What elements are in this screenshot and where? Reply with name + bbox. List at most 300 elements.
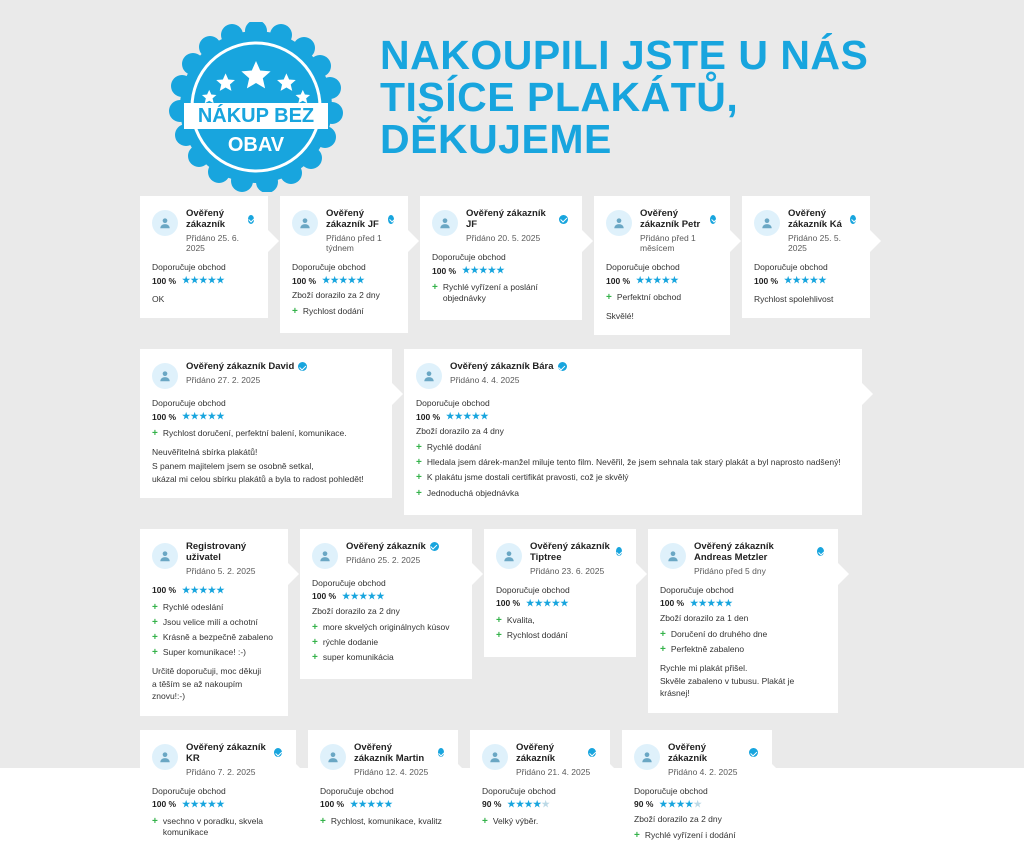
review-date: Přidáno 25. 5. 2025: [788, 233, 841, 253]
verified-badge-icon: [298, 362, 307, 371]
review-header: [292, 208, 394, 253]
verified-badge-icon: [710, 215, 716, 224]
review-text: [152, 665, 274, 703]
reviewer-name: Ověřený zákazník JF: [466, 208, 546, 230]
review-date: Přidáno 5. 2. 2025: [186, 565, 256, 576]
review-card[interactable]: [300, 529, 472, 679]
badge-line-2: OBAV: [227, 134, 285, 156]
reviewer-name: Ověřený zákazník Petr: [640, 208, 701, 230]
review-card[interactable]: [420, 196, 582, 320]
review-card[interactable]: [484, 529, 636, 657]
score-percent: 100 %: [312, 591, 337, 602]
user-icon: [488, 750, 502, 764]
reviewer-name: Ověřený zákazník Ká: [788, 208, 842, 230]
plus-icon: +: [152, 601, 158, 613]
recommends-label: Doporučuje obchod: [496, 584, 570, 595]
pro-text: Rychlé dodání: [426, 442, 482, 453]
plus-icon: +: [152, 428, 158, 440]
user-icon: [326, 750, 340, 764]
star-rating-icon: ★★★★★: [784, 275, 827, 285]
pros-list: [152, 602, 274, 658]
review-text: [660, 662, 824, 700]
review-header: [432, 208, 568, 243]
score-row: [606, 275, 716, 286]
star-rating-icon: ★★★★★: [462, 265, 505, 275]
review-text-line: Neuvěřitelná sbírka plakátů!: [152, 447, 258, 458]
reviewer-name-row: [694, 541, 824, 563]
pro-item: [634, 830, 758, 841]
reviewer-name-row: [326, 208, 394, 230]
score-percent: 100 %: [152, 411, 177, 422]
user-icon: [640, 750, 654, 764]
review-text: [152, 293, 254, 305]
pro-item: [152, 647, 274, 658]
review-body: [496, 585, 622, 641]
pro-item: [660, 644, 824, 655]
reviewer-name: Registrovaný uživatel: [186, 540, 247, 563]
reviewer-name-row: [668, 742, 758, 764]
avatar: [292, 210, 318, 236]
reviewer-name-row: [640, 208, 716, 230]
delivery-time: Zboží dorazilo za 2 dny: [634, 813, 722, 824]
review-card[interactable]: [140, 196, 268, 318]
review-body: [660, 585, 824, 700]
user-icon: [158, 549, 172, 563]
delivery-time: Zboží dorazilo za 4 dny: [416, 426, 504, 437]
review-header: [320, 742, 444, 777]
pro-item: [312, 637, 458, 648]
review-text-line: OK: [152, 294, 165, 304]
pro-item: [432, 282, 568, 304]
pro-item: [152, 428, 378, 439]
pro-text: Perfektně zabaleno: [670, 643, 745, 654]
review-date: Přidáno 12. 4. 2025: [354, 766, 429, 777]
review-header: [496, 541, 622, 576]
review-text-line: Určitě doporučuji, moc děkuji: [152, 665, 262, 676]
review-card[interactable]: [280, 196, 408, 333]
pro-text: Jsou velice milí a ochotní: [162, 616, 258, 627]
review-body: [152, 585, 274, 703]
plus-icon: +: [416, 472, 422, 484]
avatar: [606, 210, 632, 236]
user-icon: [158, 216, 172, 230]
plus-icon: +: [312, 621, 318, 633]
recommends-label: Doporučuje obchod: [292, 262, 366, 272]
reviewer-name: Ověřený zákazník JF: [326, 208, 379, 230]
review-card[interactable]: [140, 730, 296, 854]
reviewer-name: Ověřený zákazník Bára: [450, 361, 554, 373]
review-header: [660, 541, 824, 576]
pro-item: [416, 442, 848, 453]
page-title: [380, 32, 869, 162]
verified-badge-icon: [616, 547, 622, 556]
review-text-line: Skvělé!: [606, 311, 634, 322]
badge-line-1: NÁKUP BEZ: [197, 105, 315, 127]
recommends-label: Doporučuje obchod: [634, 785, 708, 796]
score-percent: 100 %: [152, 275, 177, 286]
pro-text: Velký výběr.: [492, 815, 539, 826]
review-row: [140, 349, 884, 514]
review-date: Přidáno 20. 5. 2025: [466, 233, 541, 243]
pros-list: [312, 622, 458, 663]
user-icon: [158, 369, 172, 383]
score-percent: 100 %: [292, 275, 317, 286]
score-row: [152, 585, 274, 596]
reviewer-name: Ověřený zákazník KR: [186, 741, 266, 764]
reviewer-name-row: [530, 541, 622, 563]
recommends-label: Doporučuje obchod: [606, 262, 680, 272]
score-row: [320, 799, 444, 810]
delivery-time: Zboží dorazilo za 1 den: [660, 612, 749, 623]
pro-text: Rychlé vyřízení i dodání: [644, 829, 736, 840]
pros-list: [292, 306, 394, 317]
review-text-line: Skvěle zabaleno v tubusu. Plakát je krásnej!: [660, 675, 795, 699]
avatar: [152, 543, 178, 569]
score-row: [432, 265, 568, 276]
pro-item: [152, 602, 274, 613]
reviewer-name-row: [354, 742, 444, 764]
score-percent: 100 %: [660, 598, 685, 609]
review-date: Přidáno 21. 4. 2025: [516, 766, 591, 777]
reviewer-name-row: [346, 541, 439, 552]
review-body: [634, 786, 758, 841]
pros-list: [606, 292, 716, 303]
pro-text: Kvalita,: [506, 614, 535, 625]
review-date: Přidáno 25. 2. 2025: [346, 554, 421, 565]
review-card[interactable]: [404, 349, 862, 514]
recommends-label: Doporučuje obchod: [152, 785, 226, 796]
review-text: [754, 293, 856, 305]
recommends-label: Doporučuje obchod: [152, 398, 226, 409]
score-row: [292, 275, 394, 286]
pro-item: [152, 632, 274, 643]
review-date: Přidáno 27. 2. 2025: [186, 375, 261, 386]
review-body: [416, 398, 848, 498]
score-percent: 100 %: [152, 799, 177, 810]
reviewer-name-row: [186, 361, 307, 372]
reviewer-name: Ověřený zákazník Tiptree: [530, 540, 610, 563]
review-header: [606, 208, 716, 253]
score-percent: 100 %: [606, 275, 631, 286]
verified-badge-icon: [850, 215, 856, 224]
star-rating-icon: ★★★★★: [182, 584, 225, 595]
review-card[interactable]: [308, 730, 458, 843]
recommends-label: Doporučuje obchod: [320, 785, 394, 796]
pro-item: [312, 652, 458, 663]
score-row: [754, 275, 856, 286]
avatar: [432, 210, 458, 236]
review-date: Přidáno 4. 4. 2025: [450, 375, 520, 386]
pros-list: [152, 816, 282, 838]
pro-text: Rychlé odeslání: [162, 601, 224, 612]
reviewer-name: Ověřený zákazník: [346, 540, 426, 552]
score-percent: 100 %: [416, 411, 441, 422]
pro-text: Super komunikace! :-): [162, 646, 246, 657]
reviewer-name: Ověřený zákazník: [516, 741, 556, 764]
verified-badge-icon: [274, 748, 282, 757]
review-header: [152, 361, 378, 389]
verified-badge-icon: [749, 748, 758, 757]
star-rating-icon: ★★★★★: [182, 411, 225, 422]
user-icon: [760, 216, 774, 230]
recommends-label: Doporučuje obchod: [432, 252, 506, 262]
review-header: [152, 742, 282, 777]
pro-item: [416, 472, 848, 483]
pro-text: vsechno v poradku, skvela komunikace: [162, 815, 264, 837]
pros-list: [432, 282, 568, 304]
score-percent: 90 %: [482, 799, 502, 810]
plus-icon: +: [660, 643, 666, 655]
avatar: [312, 543, 338, 569]
review-body: [754, 262, 856, 305]
reviewer-name-row: [186, 742, 282, 764]
review-body: [482, 786, 596, 827]
pro-item: [312, 622, 458, 633]
review-card[interactable]: [622, 730, 772, 857]
pro-text: more skvelých originálnych kúsov: [322, 621, 450, 632]
reviewer-name: Ověřený zákazník Andreas Metzler: [694, 540, 774, 563]
review-body: [320, 786, 444, 827]
pro-item: [152, 617, 274, 628]
headline-line-1: NAKOUPILI JSTE U NÁS: [380, 32, 869, 79]
plus-icon: +: [432, 282, 438, 293]
pros-list: [416, 442, 848, 498]
user-icon: [612, 216, 626, 230]
review-row: [140, 529, 884, 716]
plus-icon: +: [152, 646, 158, 658]
pro-text: Hledala jsem dárek-manžel miluje tento film. Nevěřil, že jsem sehnala tak starý plakát a byl naprosto nadšený!: [426, 457, 841, 468]
pro-text: Rychlost dodání: [506, 629, 568, 640]
star-rating-icon: ★★★★★: [350, 798, 393, 809]
score-row: [312, 591, 458, 602]
review-date: Přidáno před 1 týdnem: [326, 233, 382, 253]
user-icon: [298, 216, 312, 230]
reviewer-name-row: [186, 541, 274, 563]
review-text-line: S panem majitelem jsem se osobně setkal,: [152, 460, 314, 471]
score-row: [152, 799, 282, 810]
plus-icon: +: [496, 614, 502, 626]
review-card[interactable]: [648, 529, 838, 713]
review-header: [754, 208, 856, 253]
verified-badge-icon: [588, 748, 596, 757]
plus-icon: +: [634, 829, 640, 841]
review-date: Přidáno před 5 dny: [694, 565, 766, 576]
score-percent: 100 %: [432, 265, 457, 276]
score-row: [496, 598, 622, 609]
avatar: [152, 210, 178, 236]
recommends-label: Doporučuje obchod: [416, 398, 490, 409]
avatar: [754, 210, 780, 236]
review-header: [634, 742, 758, 777]
review-header: [416, 361, 848, 389]
avatar: [496, 543, 522, 569]
review-date: Přidáno 25. 6. 2025: [186, 233, 239, 253]
reviewer-name-row: [450, 361, 567, 372]
avatar: [660, 543, 686, 569]
review-header: [312, 541, 458, 569]
review-body: [292, 262, 394, 317]
pro-item: [482, 816, 596, 827]
verified-badge-icon: [430, 542, 439, 551]
pro-item: [416, 457, 848, 468]
review-row: [140, 196, 884, 335]
reviewer-name-row: [466, 208, 568, 230]
review-body: [152, 262, 254, 305]
plus-icon: +: [152, 616, 158, 628]
recommends-label: Doporučuje obchod: [754, 262, 828, 272]
avatar: [416, 363, 442, 389]
plus-icon: +: [312, 636, 318, 648]
nakup-bez-obav-badge: [160, 22, 352, 192]
review-body: [152, 398, 378, 485]
avatar: [482, 744, 508, 770]
pro-item: [496, 630, 622, 641]
review-body: [606, 262, 716, 322]
avatar: [634, 744, 660, 770]
pro-item: [416, 488, 848, 499]
plus-icon: +: [292, 306, 298, 317]
delivery-time: Zboží dorazilo za 2 dny: [312, 605, 400, 616]
review-body: [312, 578, 458, 663]
pros-list: [320, 816, 444, 827]
pro-item: [606, 292, 716, 303]
pros-list: [660, 629, 824, 655]
pro-item: [320, 816, 444, 827]
reviewer-name-row: [788, 208, 856, 230]
star-rating-icon: ★★★★★: [690, 597, 733, 608]
reviewer-name: Ověřený zákazník: [186, 208, 226, 230]
pro-item: [496, 615, 622, 626]
review-card[interactable]: [594, 196, 730, 335]
recommends-label: Doporučuje obchod: [312, 577, 386, 588]
plus-icon: +: [606, 292, 612, 303]
plus-icon: +: [660, 628, 666, 640]
pro-text: Rychlost, komunikace, kvalitz: [330, 815, 442, 826]
plus-icon: +: [152, 815, 158, 827]
score-percent: 100 %: [320, 799, 345, 810]
avatar: [152, 363, 178, 389]
review-header: [152, 208, 254, 253]
reviewer-name: Ověřený zákazník: [668, 741, 708, 764]
recommends-label: Doporučuje obchod: [152, 262, 226, 272]
score-row: [634, 799, 758, 810]
star-rating-icon: ★★★★★: [507, 798, 551, 809]
review-header: [482, 742, 596, 777]
review-card[interactable]: [742, 196, 870, 318]
verified-badge-icon: [817, 547, 824, 556]
badge-icon: [160, 22, 352, 192]
verified-badge-icon: [559, 215, 568, 224]
pro-text: Rychlost dodání: [302, 306, 364, 316]
score-row: [416, 411, 848, 422]
plus-icon: +: [416, 457, 422, 469]
star-rating-icon: ★★★★★: [182, 798, 225, 809]
verified-badge-icon: [558, 362, 567, 371]
user-icon: [502, 549, 516, 563]
pro-text: Rychlé vyřízení a poslání objednávky: [442, 282, 538, 304]
delivery-time: Zboží dorazilo za 2 dny: [292, 290, 380, 300]
pro-text: Perfektní obchod: [616, 292, 682, 302]
headline-line-3: DĚKUJEME: [380, 115, 612, 162]
plus-icon: +: [152, 631, 158, 643]
review-date: Přidáno 4. 2. 2025: [668, 766, 738, 777]
avatar: [152, 744, 178, 770]
score-percent: 100 %: [754, 275, 779, 286]
star-rating-icon: ★★★★★: [446, 411, 489, 422]
star-rating-icon: ★★★★★: [636, 275, 679, 285]
verified-badge-icon: [438, 748, 444, 757]
pro-text: super komunikácia: [322, 651, 394, 662]
review-date: Přidáno 7. 2. 2025: [186, 766, 256, 777]
star-rating-icon: ★★★★★: [659, 798, 703, 809]
verified-badge-icon: [248, 215, 254, 224]
headline-line-2: TISÍCE PLAKÁTŮ,: [380, 74, 739, 121]
star-rating-icon: ★★★★★: [342, 590, 385, 601]
score-percent: 100 %: [152, 585, 177, 596]
review-date: Přidáno před 1 měsícem: [640, 233, 696, 253]
review-body: [152, 786, 282, 838]
user-icon: [158, 750, 172, 764]
pro-text: Rychlost doručení, perfektní balení, komunikace.: [162, 428, 347, 439]
pros-list: [152, 428, 378, 439]
plus-icon: +: [312, 651, 318, 663]
recommends-label: Doporučuje obchod: [660, 584, 734, 595]
pro-text: Krásně a bezpečně zabaleno: [162, 631, 273, 642]
review-text-line: Rychle mi plakát přišel.: [660, 662, 748, 673]
plus-icon: +: [416, 442, 422, 454]
star-rating-icon: ★★★★★: [182, 275, 225, 285]
review-text-line: a těším se až nakoupím znovu!:-): [152, 679, 243, 702]
pros-list: [496, 615, 622, 641]
score-row: [152, 275, 254, 286]
review-card[interactable]: [470, 730, 610, 843]
review-text: [152, 446, 378, 485]
pro-text: K plakátu jsme dostali certifikát pravosti, což je skvělý: [426, 472, 629, 483]
star-rating-icon: ★★★★★: [526, 597, 569, 608]
pro-text: Doručení do druhého dne: [670, 628, 768, 639]
score-percent: 100 %: [496, 598, 521, 609]
reviewer-name-row: [516, 742, 596, 764]
user-icon: [438, 216, 452, 230]
pro-item: [152, 816, 282, 838]
user-icon: [422, 369, 436, 383]
page-header: [0, 0, 1024, 196]
review-card[interactable]: [140, 529, 288, 716]
review-rows: [0, 196, 1024, 857]
pro-text: rýchle dodanie: [322, 636, 379, 647]
review-row: [140, 730, 884, 857]
star-rating-icon: ★★★★★: [322, 275, 365, 285]
user-icon: [666, 549, 680, 563]
review-body: [432, 252, 568, 304]
plus-icon: +: [496, 629, 502, 641]
review-text-line: ukázal mi celou sbírku plakátů a byla to radost pohledět!: [152, 474, 364, 485]
score-percent: 90 %: [634, 799, 654, 810]
review-header: [152, 541, 274, 576]
plus-icon: +: [416, 487, 422, 499]
reviewer-name: Ověřený zákazník Martin: [354, 741, 425, 764]
avatar: [320, 744, 346, 770]
user-icon: [318, 549, 332, 563]
review-date: Přidáno 23. 6. 2025: [530, 565, 605, 576]
review-card[interactable]: [140, 349, 392, 498]
pro-text: Jednoduchá objednávka: [426, 487, 520, 498]
recommends-label: Doporučuje obchod: [482, 785, 556, 796]
pros-list: [482, 816, 596, 827]
review-text-line: Rychlost spolehlivost: [754, 294, 834, 304]
pros-list: [634, 830, 758, 841]
plus-icon: +: [482, 815, 488, 827]
